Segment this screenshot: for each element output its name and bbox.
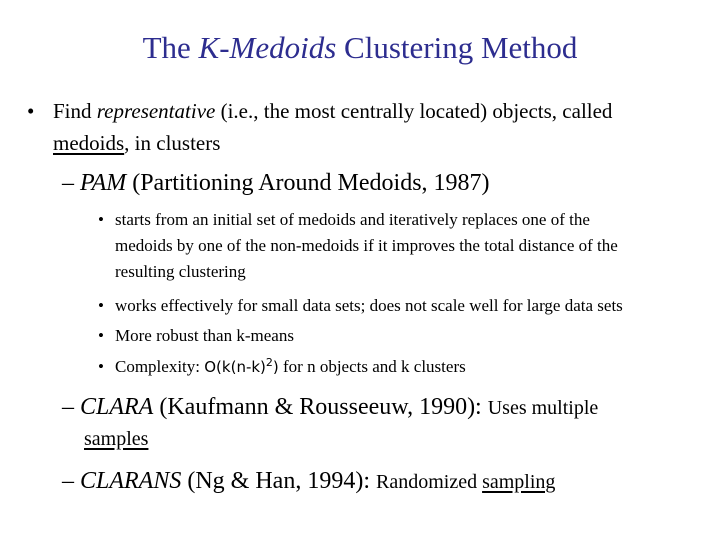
pam-sub1-line3: resulting clustering — [115, 262, 246, 281]
clarans-sampling: sampling — [482, 471, 556, 493]
clara-samples: samples — [84, 428, 149, 450]
bullet1-part2: (i.e., the most centrally located) objects, called — [215, 99, 613, 123]
complexity-exponent: 2 — [265, 356, 273, 369]
medoids-term: medoids — [53, 131, 125, 155]
clara-heading — [62, 394, 598, 421]
complexity-rest: for n objects and k clusters — [278, 357, 466, 376]
dash: – — [62, 170, 74, 196]
pam-sub4 — [115, 357, 466, 377]
pam-sub3: More robust than k-means — [115, 326, 294, 345]
complexity-formula: $O(k(n-k)^2)$ — [204, 356, 279, 376]
bullet1-line1 — [53, 99, 612, 124]
pam-italic: PAM — [80, 170, 127, 196]
title-prefix: The — [142, 30, 199, 65]
title-suffix: Clustering Method — [336, 30, 578, 65]
pam-sub2: works effectively for small data sets; does not scale well for large data sets — [115, 296, 623, 315]
clara-italic: CLARA — [80, 394, 154, 420]
bullet-marker: • — [27, 99, 35, 123]
bullet1-line2 — [53, 131, 220, 156]
pam-sub1-line1: starts from an initial set of medoids and iteratively replaces one of the — [115, 210, 590, 229]
clarans-randomized: Randomized — [375, 471, 483, 493]
sub-bullet-marker: • — [98, 326, 104, 345]
bullet1-italic: representative — [96, 99, 216, 123]
clara-uses: Uses multiple — [487, 397, 599, 419]
clarans-heading — [62, 468, 555, 495]
slide-title — [0, 30, 720, 66]
complexity-label: Complexity: — [115, 357, 205, 376]
bullet1-part3: , in clusters — [124, 131, 221, 155]
pam-heading — [62, 170, 490, 197]
sub-bullet-marker: • — [98, 296, 104, 315]
clarans-rest: (Ng & Han, 1994): — [181, 468, 376, 494]
sub-bullet-marker: • — [98, 357, 104, 376]
dash: – — [62, 394, 74, 420]
pam-sub1-line2: medoids by one of the non-medoids if it improves the total distance of the — [115, 236, 618, 255]
dash: – — [62, 468, 74, 494]
clara-rest: (Kaufmann & Rousseeuw, 1990): — [153, 394, 488, 420]
sub-bullet-marker: • — [98, 210, 104, 229]
title-italic: K-Medoids — [198, 30, 337, 65]
pam-rest: (Partitioning Around Medoids, 1987) — [126, 170, 490, 196]
clarans-italic: CLARANS — [80, 468, 182, 494]
bullet1-part1: Find — [53, 99, 97, 123]
